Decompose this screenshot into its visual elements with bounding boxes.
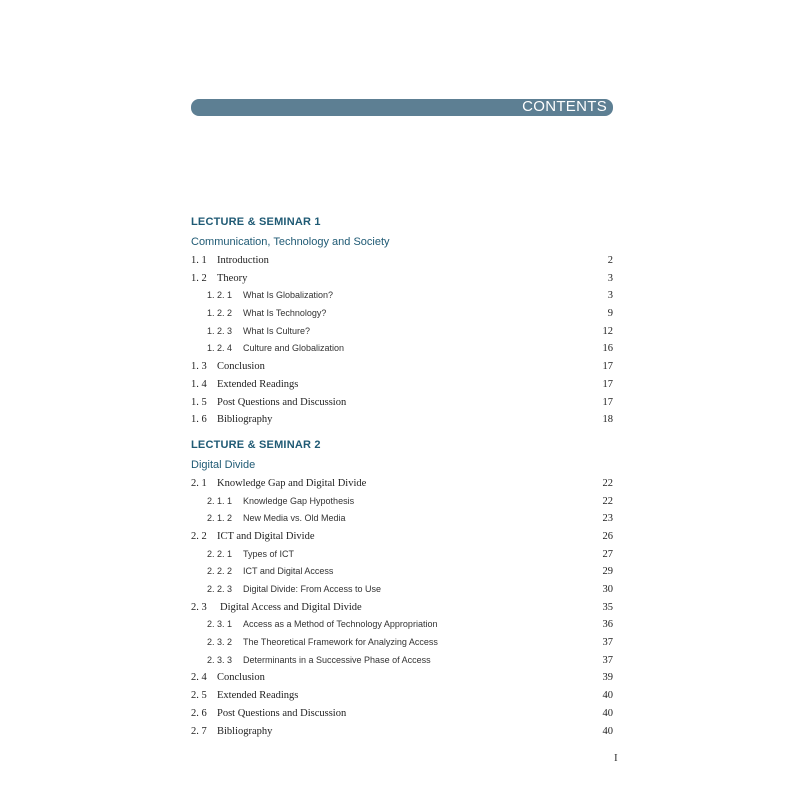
- toc-entry[interactable]: [191, 723, 613, 741]
- entry-number: 2. 5: [191, 690, 207, 702]
- entry-number: 2. 3. 1: [207, 619, 233, 630]
- entry-page: 9: [607, 308, 613, 320]
- toc-entry[interactable]: [191, 252, 613, 270]
- entry-title: Conclusion: [217, 672, 265, 684]
- entry-title: Types of ICT: [243, 548, 295, 559]
- page-title: CONTENTS: [522, 98, 607, 115]
- lecture-subtitle: Communication, Technology and Society: [191, 236, 390, 248]
- entry-number: 2. 6: [191, 707, 207, 719]
- entry-page: 35: [602, 601, 613, 613]
- entry-title: ICT and Digital Access: [243, 566, 334, 577]
- entry-page: 40: [602, 707, 613, 719]
- entry-page: 36: [602, 619, 613, 631]
- entry-page: 29: [602, 566, 613, 578]
- lecture-heading: LECTURE & SEMINAR 1: [191, 216, 321, 228]
- entry-number: 2. 2: [191, 530, 207, 542]
- entry-title: What Is Technology?: [243, 308, 327, 319]
- entry-title: Extended Readings: [217, 378, 299, 390]
- entry-title: Digital Access and Digital Divide: [220, 601, 362, 613]
- toc-entry[interactable]: [191, 493, 613, 511]
- entry-title: Bibliography: [217, 414, 273, 426]
- lecture-heading: LECTURE & SEMINAR 2: [191, 438, 321, 451]
- entry-title: Post Questions and Discussion: [217, 707, 347, 719]
- toc-entry[interactable]: [191, 616, 613, 634]
- entry-page: 18: [602, 414, 613, 426]
- entry-page: 27: [602, 548, 613, 560]
- entry-page: 23: [602, 513, 613, 525]
- entry-title: Culture and Globalization: [243, 343, 345, 354]
- entry-page: 12: [602, 325, 613, 337]
- entry-number: 1. 2. 3: [207, 325, 233, 336]
- toc-entry[interactable]: [191, 687, 613, 705]
- toc-entry[interactable]: [191, 305, 613, 323]
- lecture-subtitle: Digital Divide: [191, 458, 256, 471]
- toc-entry[interactable]: [191, 705, 613, 723]
- entry-number: 2. 3: [191, 601, 207, 613]
- toc-entry[interactable]: [191, 563, 613, 581]
- entry-number: 2. 3. 2: [207, 637, 233, 648]
- entry-page: 39: [602, 672, 613, 684]
- entry-page: 16: [602, 343, 613, 355]
- entry-title: Conclusion: [217, 361, 265, 373]
- contents-banner: [191, 99, 613, 116]
- entry-page: 22: [602, 477, 613, 489]
- toc-entry[interactable]: [191, 340, 613, 358]
- toc-entry[interactable]: [191, 634, 613, 652]
- entry-page: 17: [602, 361, 613, 373]
- entry-number: 1. 2: [191, 272, 207, 284]
- entry-number: 2. 1. 1: [207, 495, 233, 506]
- toc-entry[interactable]: [191, 323, 613, 341]
- toc-entry[interactable]: [191, 510, 613, 528]
- entry-page: 40: [602, 690, 613, 702]
- entry-number: 1. 2. 2: [207, 308, 233, 319]
- entry-page: 3: [607, 272, 613, 284]
- entry-number: 1. 2. 1: [207, 290, 233, 301]
- entry-number: 1. 5: [191, 396, 207, 408]
- toc-entry[interactable]: [191, 475, 613, 493]
- entry-number: 2. 2. 2: [207, 566, 233, 577]
- toc-entry[interactable]: [191, 528, 613, 546]
- toc-entry[interactable]: [191, 287, 613, 305]
- toc-entry[interactable]: [191, 669, 613, 687]
- entry-number: 1. 1: [191, 255, 207, 266]
- entry-page: 26: [602, 530, 613, 542]
- entry-page: 17: [602, 396, 613, 408]
- entry-title: Knowledge Gap and Digital Divide: [217, 477, 367, 489]
- entry-page: 2: [607, 255, 613, 266]
- entry-number: 2. 3. 3: [207, 654, 233, 665]
- entry-number: 2. 2. 3: [207, 584, 233, 594]
- entry-title: The Theoretical Framework for Analyzing Access: [243, 637, 438, 648]
- entry-page: 37: [602, 637, 613, 649]
- entry-title: Access as a Method of Technology Appropriation: [243, 619, 438, 630]
- page-number: I: [614, 752, 618, 764]
- entry-title: ICT and Digital Divide: [217, 530, 315, 542]
- entry-title: Bibliography: [217, 725, 273, 737]
- table-of-contents: [191, 212, 613, 740]
- entry-title: Determinants in a Successive Phase of Access: [243, 654, 431, 665]
- toc-entry[interactable]: [191, 270, 613, 288]
- entry-number: 2. 4: [191, 672, 207, 684]
- entry-title: Knowledge Gap Hypothesis: [243, 495, 355, 506]
- entry-title: Introduction: [217, 255, 269, 266]
- entry-title: Extended Readings: [217, 690, 299, 702]
- entry-number: 2. 7: [191, 725, 207, 737]
- entry-number: 1. 2. 4: [207, 343, 233, 354]
- entry-page: 37: [602, 654, 613, 666]
- entry-title: New Media vs. Old Media: [243, 513, 346, 524]
- entry-title: Theory: [217, 272, 248, 284]
- entry-page: 22: [602, 495, 613, 507]
- toc-entry[interactable]: [191, 358, 613, 376]
- entry-page: 17: [602, 378, 613, 390]
- entry-title: What Is Culture?: [243, 325, 311, 336]
- entry-number: 1. 6: [191, 414, 207, 426]
- entry-number: 2. 1. 2: [207, 513, 233, 524]
- entry-title: What Is Globalization?: [243, 290, 334, 301]
- entry-page: 30: [602, 584, 613, 595]
- toc-entry[interactable]: [191, 411, 613, 429]
- toc-entry[interactable]: [191, 581, 613, 599]
- toc-entry[interactable]: [191, 599, 613, 617]
- toc-entry[interactable]: [191, 652, 613, 670]
- entry-number: 2. 1: [191, 477, 207, 489]
- entry-number: 2. 2. 1: [207, 548, 233, 559]
- entry-number: 1. 3: [191, 361, 207, 373]
- toc-entry[interactable]: [191, 376, 613, 394]
- entry-number: 1. 4: [191, 378, 207, 390]
- entry-title: Post Questions and Discussion: [217, 396, 347, 408]
- entry-page: 40: [602, 725, 613, 737]
- entry-page: 3: [607, 290, 613, 302]
- toc-entry[interactable]: [191, 546, 613, 564]
- toc-entry[interactable]: [191, 394, 613, 412]
- entry-title: Digital Divide: From Access to Use: [243, 584, 382, 594]
